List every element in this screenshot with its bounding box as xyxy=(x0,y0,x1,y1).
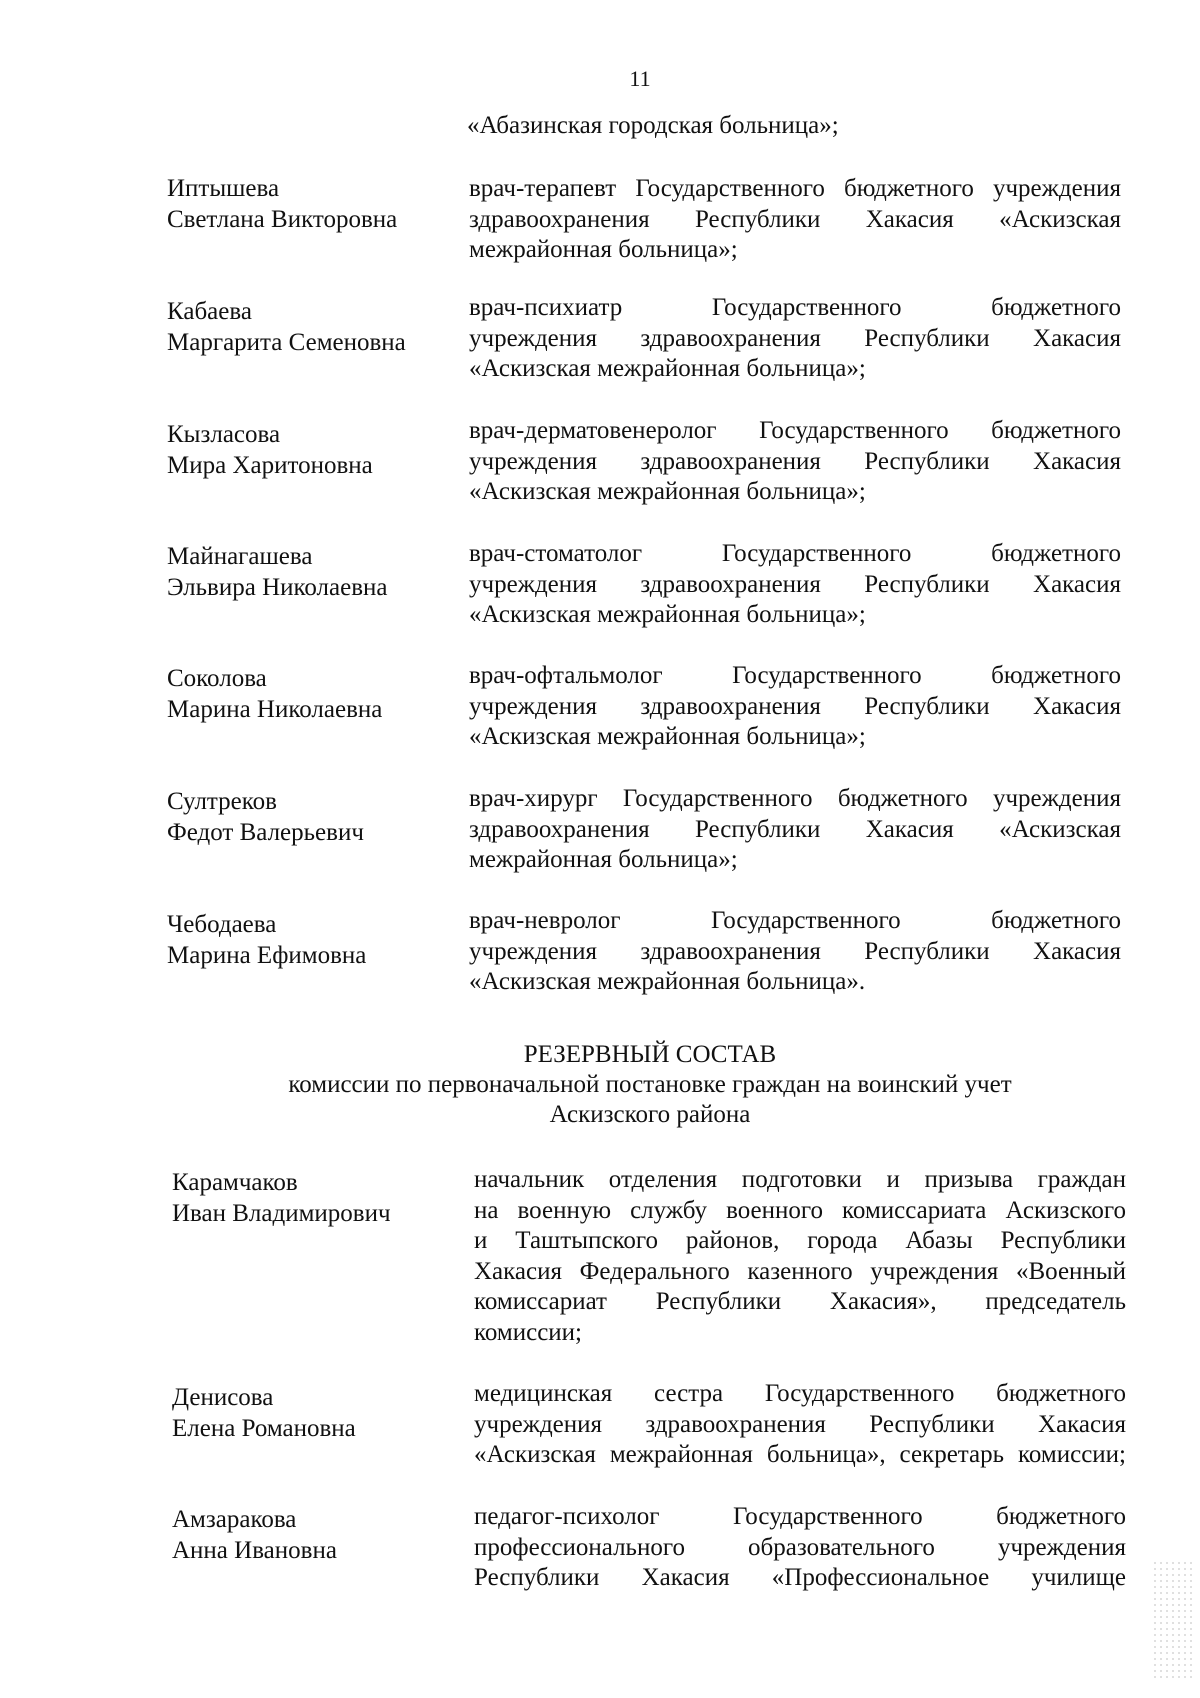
position-line: «Аскизская межрайонная больница», секретарь комиссии; xyxy=(474,1441,1126,1468)
position-line: врач-психиатр Государственного бюджетного xyxy=(469,294,1121,321)
member-surname: Денисова xyxy=(172,1384,274,1411)
position-line: межрайонная больница»; xyxy=(469,236,738,263)
position-line: начальник отделения подготовки и призыва граждан xyxy=(474,1166,1126,1193)
member-given-name: Марина Ефимовна xyxy=(167,941,367,969)
position-line: врач-терапевт Государственного бюджетного учреждения xyxy=(469,175,1121,202)
member-given-name: Эльвира Николаевна xyxy=(167,573,388,601)
position-line: межрайонная больница»; xyxy=(469,846,738,873)
member-given-name: Светлана Викторовна xyxy=(167,205,398,233)
member-position xyxy=(474,1165,1126,1348)
reserve-subtitle-line: комиссии по первоначальной постановке граждан на воинский учет xyxy=(288,1071,1012,1098)
position-line: врач-стоматолог Государственного бюджетного xyxy=(469,540,1121,567)
member-name xyxy=(167,542,447,603)
reserve-section-heading xyxy=(0,1040,1200,1130)
scan-noise xyxy=(1152,1560,1192,1680)
member-surname: Чебодаева xyxy=(167,911,277,938)
member-surname: Иптышева xyxy=(167,175,280,202)
member-name xyxy=(172,1505,452,1566)
position-line: «Аскизская межрайонная больница»; xyxy=(469,723,866,750)
member-position xyxy=(469,906,1121,998)
position-line: врач-хирург Государственного бюджетного учреждения xyxy=(469,785,1121,812)
member-name xyxy=(167,174,447,235)
member-position xyxy=(469,539,1121,631)
member-given-name: Иван Владимирович xyxy=(172,1199,391,1227)
member-given-name: Маргарита Семеновна xyxy=(167,328,406,356)
member-name xyxy=(167,297,447,358)
member-name xyxy=(167,664,447,725)
member-given-name: Марина Николаевна xyxy=(167,695,383,723)
position-line: профессионального образовательного учреждения xyxy=(474,1533,1126,1561)
position-line: учреждения здравоохранения Республики Хакасия xyxy=(469,324,1121,352)
member-given-name: Федот Валерьевич xyxy=(167,818,364,846)
member-given-name: Елена Романовна xyxy=(172,1414,356,1442)
page-number: 11 xyxy=(629,66,651,91)
member-position xyxy=(469,293,1121,385)
member-surname: Карамчаков xyxy=(172,1169,298,1196)
member-position xyxy=(474,1379,1126,1471)
member-name xyxy=(172,1168,452,1229)
member-surname: Соколова xyxy=(167,665,267,692)
member-given-name: Мира Харитоновна xyxy=(167,451,373,479)
member-surname: Майнагашева xyxy=(167,543,313,570)
member-position xyxy=(469,174,1121,266)
position-line: врач-офтальмолог Государственного бюджетного xyxy=(469,662,1121,689)
position-line: «Аскизская межрайонная больница»; xyxy=(469,478,866,505)
member-surname: Амзаракова xyxy=(172,1506,297,1533)
member-name xyxy=(172,1383,452,1444)
position-line: педагог-психолог Государственного бюджетного xyxy=(474,1503,1126,1530)
position-line: комиссии; xyxy=(474,1318,582,1346)
position-line: здравоохранения Республики Хакасия «Аскизская xyxy=(469,815,1121,843)
position-line: врач-невролог Государственного бюджетного xyxy=(469,907,1121,934)
position-line: и Таштыпского районов, города Абазы Республики xyxy=(474,1227,1126,1254)
position-line: учреждения здравоохранения Республики Хакасия xyxy=(474,1410,1126,1438)
position-line: Республики Хакасия «Профессиональное училище xyxy=(474,1564,1126,1591)
member-position xyxy=(469,661,1121,753)
position-line: медицинская сестра Государственного бюджетного xyxy=(474,1380,1126,1407)
member-surname: Кызласова xyxy=(167,421,281,448)
position-line: «Аскизская межрайонная больница»; xyxy=(469,355,866,382)
position-line: учреждения здравоохранения Республики Хакасия xyxy=(469,937,1121,965)
position-line: учреждения здравоохранения Республики Хакасия xyxy=(469,692,1121,720)
position-line: комиссариат Республики Хакасия», председатель xyxy=(474,1288,1126,1315)
reserve-title: РЕЗЕРВНЫЙ СОСТАВ xyxy=(523,1041,777,1068)
member-name xyxy=(167,420,447,481)
reserve-subtitle-line: Аскизского района xyxy=(549,1101,751,1128)
position-line: учреждения здравоохранения Республики Хакасия xyxy=(469,447,1121,475)
position-line: «Аскизская межрайонная больница». xyxy=(469,968,866,995)
position-line: Хакасия Федерального казенного учреждения «Военный xyxy=(474,1257,1126,1285)
position-line: «Аскизская межрайонная больница»; xyxy=(469,601,866,628)
member-surname: Кабаева xyxy=(167,298,252,325)
member-given-name: Анна Ивановна xyxy=(172,1536,337,1564)
member-surname: Султреков xyxy=(167,788,277,815)
member-position xyxy=(469,416,1121,508)
position-line: учреждения здравоохранения Республики Хакасия xyxy=(469,570,1121,598)
member-name xyxy=(167,910,447,971)
member-position xyxy=(474,1502,1126,1594)
position-line: здравоохранения Республики Хакасия «Аскизская xyxy=(469,205,1121,233)
continuation-line: «Абазинская городская больница»; xyxy=(467,112,839,139)
position-line: на военную службу военного комиссариата Аскизского xyxy=(474,1196,1126,1224)
member-name xyxy=(167,787,447,848)
position-line: врач-дерматовенеролог Государственного бюджетного xyxy=(469,417,1121,444)
member-position xyxy=(469,784,1121,876)
